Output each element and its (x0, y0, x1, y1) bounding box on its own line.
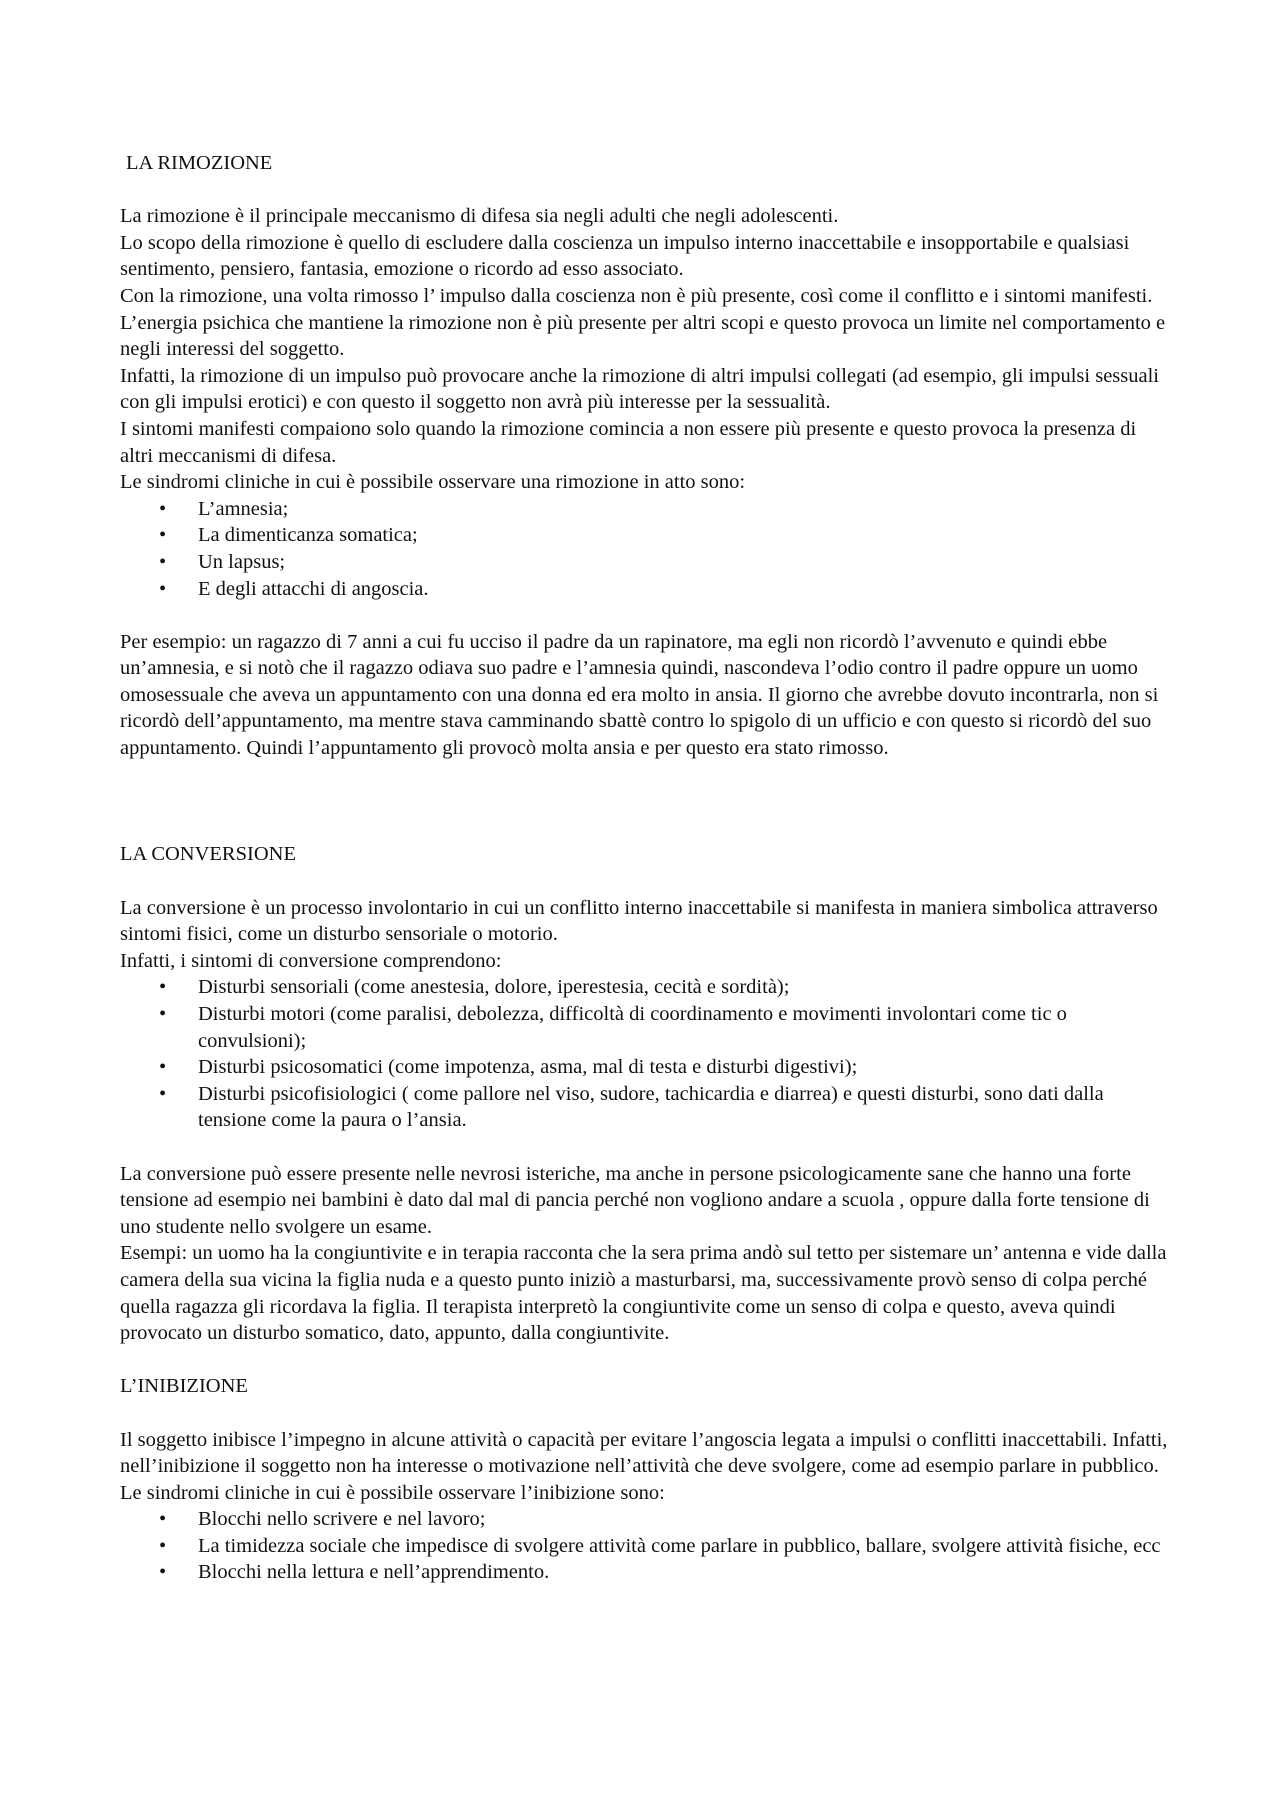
bullet-icon: • (159, 497, 167, 520)
list-item-text: Disturbi motori (come paralisi, debolezza, difficoltà di coordinamento e movimenti involontari come tic o convulsioni); (198, 1003, 1067, 1052)
paragraph: La rimozione è il principale meccanismo di difesa sia negli adulti che negli adolescenti. (120, 205, 839, 228)
paragraph: Le sindromi cliniche in cui è possibile osservare una rimozione in atto sono: (120, 471, 746, 494)
list-item (120, 576, 1170, 603)
bullet-list-inibizione (120, 1506, 1170, 1586)
section-title-conversione: LA CONVERSIONE (120, 843, 296, 866)
paragraph: Infatti, i sintomi di conversione comprendono: (120, 949, 502, 972)
bullet-icon: • (159, 577, 167, 600)
list-item (120, 1081, 1170, 1134)
list-item (120, 1533, 1170, 1560)
bullet-icon: • (159, 1082, 167, 1105)
paragraph: L’energia psichica che mantiene la rimozione non è più presente per altri scopi e questo provoca un limite nel comportamento e negli interessi del soggetto. (120, 311, 1166, 361)
list-item-text: Blocchi nella lettura e nell’apprendimento. (198, 1561, 550, 1584)
bullet-icon: • (159, 976, 167, 999)
bullet-icon: • (159, 1561, 167, 1584)
bullet-icon: • (159, 1056, 167, 1079)
bullet-icon: • (159, 1003, 167, 1026)
bullet-icon: • (159, 550, 167, 573)
list-item-text: La timidezza sociale che impedisce di svolgere attività come parlare in pubblico, ballare, svolgere attività fisiche, ecc (198, 1534, 1161, 1557)
paragraph: Il soggetto inibisce l’impegno in alcune attività o capacità per evitare l’angoscia legata a impulsi o conflitti inaccettabili. Infatti, nell’inibizione il soggetto non ha interesse o motivazione nell’attività che deve svolgere, come ad esempio parlare in pubblico. (120, 1428, 1168, 1478)
paragraph: La conversione è un processo involontario in cui un conflitto interno inaccettabile si manifesta in maniera simbolica attraverso sintomi fisici, come un disturbo sensoriale o motorio. (120, 896, 1158, 946)
list-item (120, 974, 1170, 1001)
list-item (120, 522, 1170, 549)
section-title-rimozione: LA RIMOZIONE (126, 152, 273, 174)
bullet-list-rimozione (120, 496, 1170, 602)
example-paragraph: Per esempio: un ragazzo di 7 anni a cui fu ucciso il padre da un rapinatore, ma egli non ricordò l’avvenuto e quindi ebbe un’amnesia, e si notò che il ragazzo odiava suo padre e l’amnesia quindi, nascondeva l’odio contro il padre oppure un uomo omosessuale che aveva un appuntamento con una donna ed era molto in ansia. Il giorno che avrebbe dovuto incontrarla, non si ricordò dell’appuntamento, ma mentre stava camminando sbattè contro lo spigolo di un ufficio e con questo si ricordò del suo appuntamento. Quindi l’appuntamento gli provocò molta ansia e per questo era stato rimosso. (120, 630, 1159, 760)
paragraph: Lo scopo della rimozione è quello di escludere dalla coscienza un impulso interno inaccettabile e insopportabile e qualsiasi sentimento, pensiero, fantasia, emozione o ricordo ad esso associato. (120, 231, 1130, 281)
list-item-text: Blocchi nello scrivere e nel lavoro; (198, 1508, 486, 1531)
list-item (120, 1506, 1170, 1533)
paragraph: Le sindromi cliniche in cui è possibile osservare l’inibizione sono: (120, 1481, 665, 1504)
list-item-text: Disturbi psicofisiologici ( come pallore nel viso, sudore, tachicardia e diarrea) e questi disturbi, sono dati dalla tensione come la paura o l’ansia. (198, 1082, 1104, 1132)
list-item-text: E degli attacchi di angoscia. (198, 577, 429, 600)
paragraph: La conversione può essere presente nelle nevrosi isteriche, ma anche in persone psicologicamente sane che hanno una forte tensione ad esempio nei bambini è dato dal mal di pancia perché non vogliono andare a scuola , oppure dalla forte tensione di uno studente nello svolgere un esame. (120, 1162, 1150, 1238)
list-item-text: L’amnesia; (198, 497, 289, 520)
section-title-inibizione: L’INIBIZIONE (120, 1375, 248, 1398)
bullet-list-conversione (120, 974, 1170, 1134)
paragraph: Infatti, la rimozione di un impulso può provocare anche la rimozione di altri impulsi collegati (ad esempio, gli impulsi sessuali con gli impulsi erotici) e con questo il soggetto non avrà più interesse per la sessualità. (120, 364, 1159, 414)
list-item-text: Disturbi psicosomatici (come impotenza, asma, mal di testa e disturbi digestivi); (198, 1056, 858, 1079)
paragraph: I sintomi manifesti compaiono solo quando la rimozione comincia a non essere più presente e questo provoca la presenza di altri meccanismi di difesa. (120, 417, 1137, 467)
list-item (120, 1054, 1170, 1081)
list-item-text: Disturbi sensoriali (come anestesia, dolore, iperestesia, cecità e sordità); (198, 976, 790, 999)
bullet-icon: • (159, 1534, 167, 1557)
paragraph: Con la rimozione, una volta rimosso l’ impulso dalla coscienza non è più presente, così come il conflitto e i sintomi manifesti. (120, 284, 1153, 307)
list-item-text: Un lapsus; (198, 550, 286, 573)
list-item (120, 1559, 1170, 1586)
list-item (120, 1001, 1170, 1054)
list-item (120, 496, 1170, 523)
list-item (120, 549, 1170, 576)
list-item-text: La dimenticanza somatica; (198, 524, 418, 547)
example-paragraph: Esempi: un uomo ha la congiuntivite e in terapia racconta che la sera prima andò sul tetto per sistemare un’ antenna e vide dalla camera della sua vicina la figlia nuda e a questo punto iniziò a masturbarsi, ma, successivamente provò senso di colpa perché quella ragazza gli ricordava la figlia. Il terapista interpretò la congiuntivite come un senso di colpa e questo, aveva quindi provocato un disturbo somatico, dato, appunto, dalla congiuntivite. (120, 1242, 1167, 1345)
bullet-icon: • (159, 1508, 167, 1531)
document-body (120, 150, 1170, 1586)
bullet-icon: • (159, 524, 167, 547)
